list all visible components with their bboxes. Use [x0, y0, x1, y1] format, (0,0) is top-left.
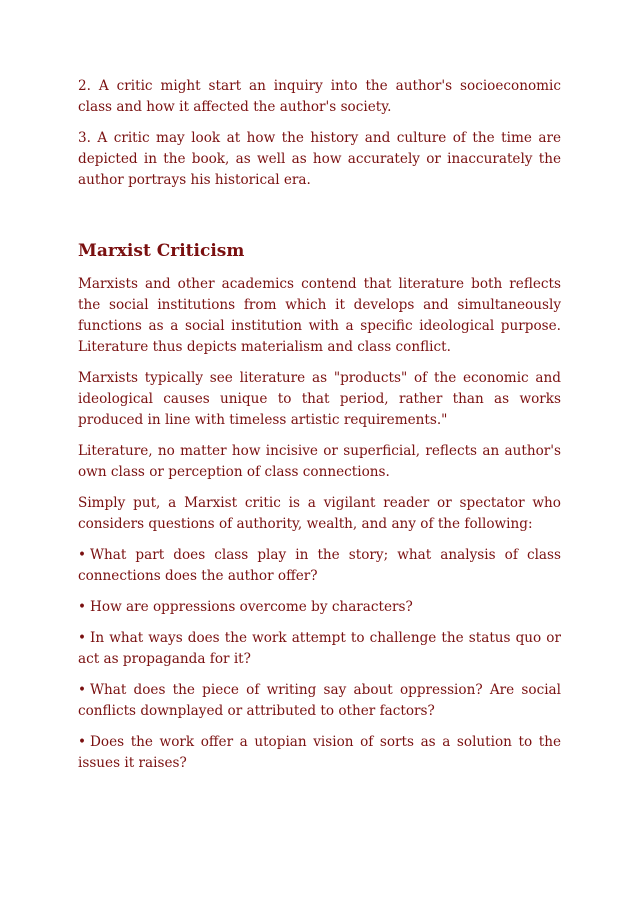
- bullet-mark: •: [78, 547, 87, 563]
- bullet-mark: •: [78, 599, 87, 615]
- section-heading: Marxist Criticism: [78, 241, 245, 261]
- bullet-item: [78, 732, 561, 774]
- bullet-item: [78, 597, 561, 618]
- intro-paragraph-2: 2. A critic might start an inquiry into the author's socioeconomic class and how it affected the author's society.: [78, 78, 561, 115]
- body-paragraph: Marxists and other academics contend that literature both reflects the social institutions from which it develops and simultaneously functions as a social institution with a specific ideological purpose. Literature thus depicts materialism and class conflict.: [78, 276, 561, 355]
- body-paragraph: Marxists typically see literature as "products" of the economic and ideological causes unique to that period, rather than as works produced in line with timeless artistic requirements.": [78, 370, 561, 428]
- document-page: [78, 76, 561, 784]
- bullet-text: In what ways does the work attempt to challenge the status quo or act as propaganda for it?: [78, 630, 561, 667]
- bullet-item: [78, 680, 561, 722]
- bullet-mark: •: [78, 734, 87, 750]
- intro-paragraph-3: 3. A critic may look at how the history and culture of the time are depicted in the book, as well as how accurately or inaccurately the author portrays his historical era.: [78, 130, 561, 188]
- body-paragraph: Literature, no matter how incisive or superficial, reflects an author's own class or perception of class connections.: [78, 443, 561, 480]
- bullet-item: [78, 545, 561, 587]
- bullet-mark: •: [78, 682, 87, 698]
- bullet-mark: •: [78, 630, 87, 646]
- bullet-text: How are oppressions overcome by characters?: [90, 599, 413, 615]
- bullet-text: Does the work offer a utopian vision of sorts as a solution to the issues it raises?: [78, 734, 561, 771]
- bullet-item: [78, 628, 561, 670]
- bullet-text: What does the piece of writing say about oppression? Are social conflicts downplayed or attributed to other factors?: [78, 682, 561, 719]
- bullet-text: What part does class play in the story; what analysis of class connections does the author offer?: [78, 547, 561, 584]
- body-paragraph: Simply put, a Marxist critic is a vigilant reader or spectator who considers questions of authority, wealth, and any of the following:: [78, 495, 561, 532]
